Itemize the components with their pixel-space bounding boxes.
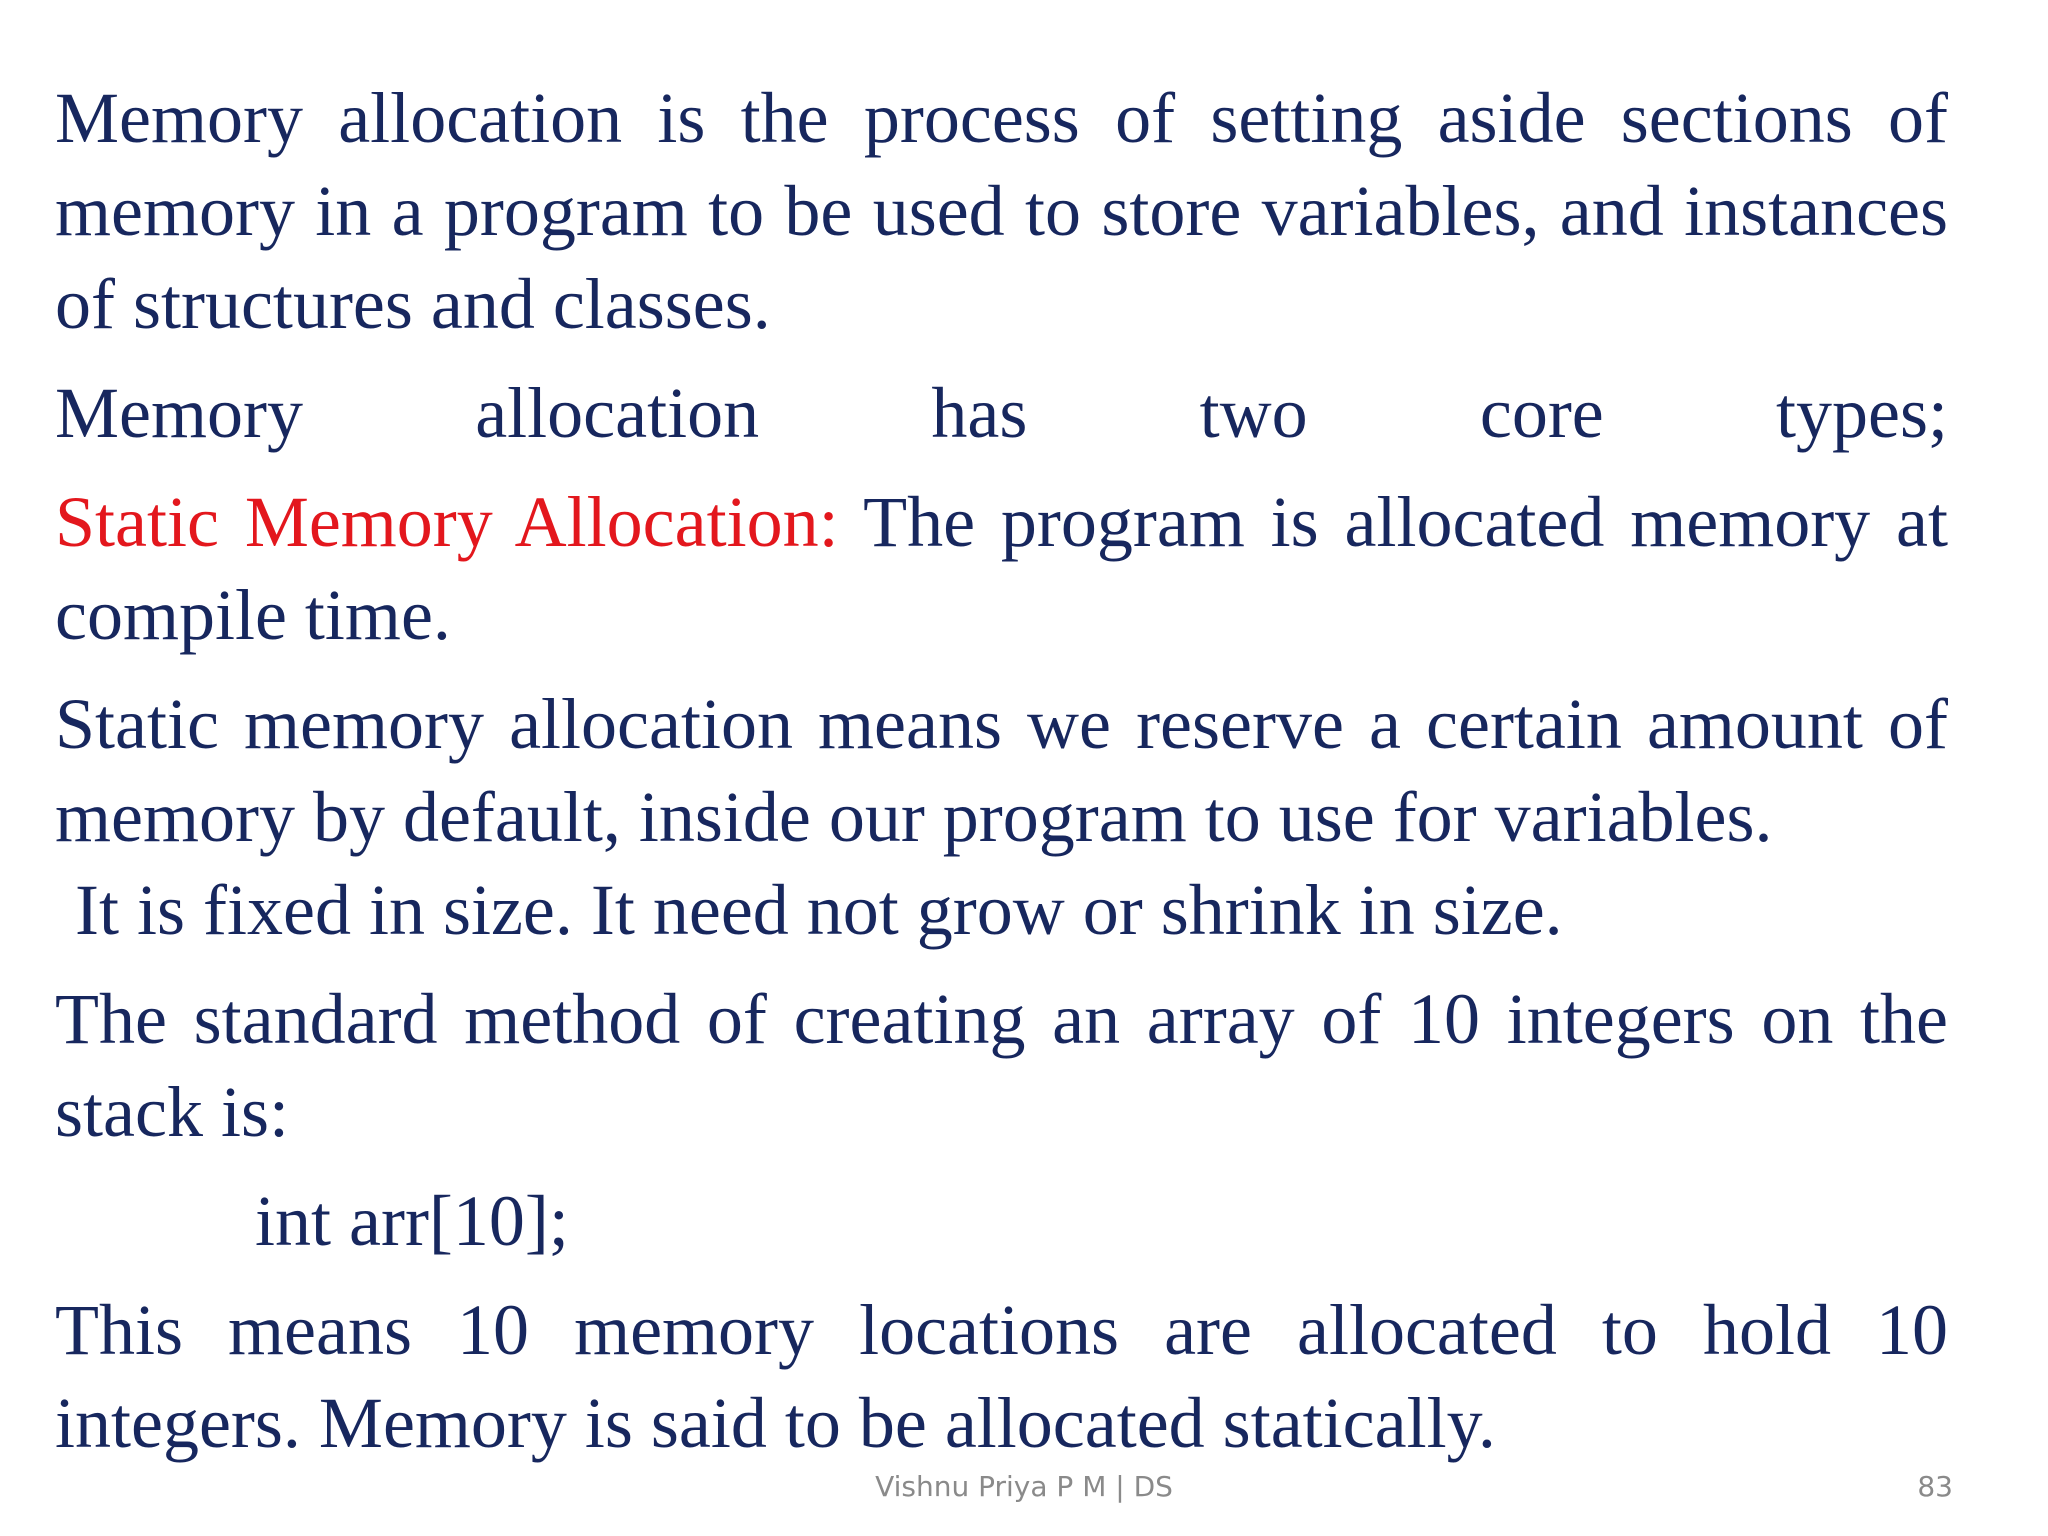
slide-content: [55, 72, 1948, 1486]
static-allocation-description: The program is allocated memory at compile time.: [55, 482, 1948, 655]
code-example: int arr[10];: [255, 1181, 569, 1261]
paragraph-static-explanation: [55, 678, 1948, 957]
footer-author: Vishnu Priya P M | DS: [875, 1470, 1173, 1503]
paragraph-array-method: The standard method of creating an array of 10 integers on the stack is:: [55, 979, 1948, 1152]
paragraph-definition: Memory allocation is the process of setting aside sections of memory in a program to be used to store variables, and instances of structures and classes.: [55, 78, 1948, 344]
static-explanation-main: Static memory allocation means we reserve a certain amount of memory by default, inside our program to use for variables.: [55, 684, 1948, 857]
page-number: 83: [1917, 1470, 1953, 1503]
paragraph-core-types-intro: Memory allocation has two core types;: [55, 373, 1948, 453]
paragraph-static-allocation: [55, 476, 1948, 662]
static-allocation-term: Static Memory Allocation:: [55, 482, 839, 562]
paragraph-conclusion: This means 10 memory locations are allocated to hold 10 integers. Memory is said to be allocated statically.: [55, 1290, 1948, 1463]
static-explanation-tail: It is fixed in size. It need not grow or shrink in size.: [75, 870, 1563, 950]
